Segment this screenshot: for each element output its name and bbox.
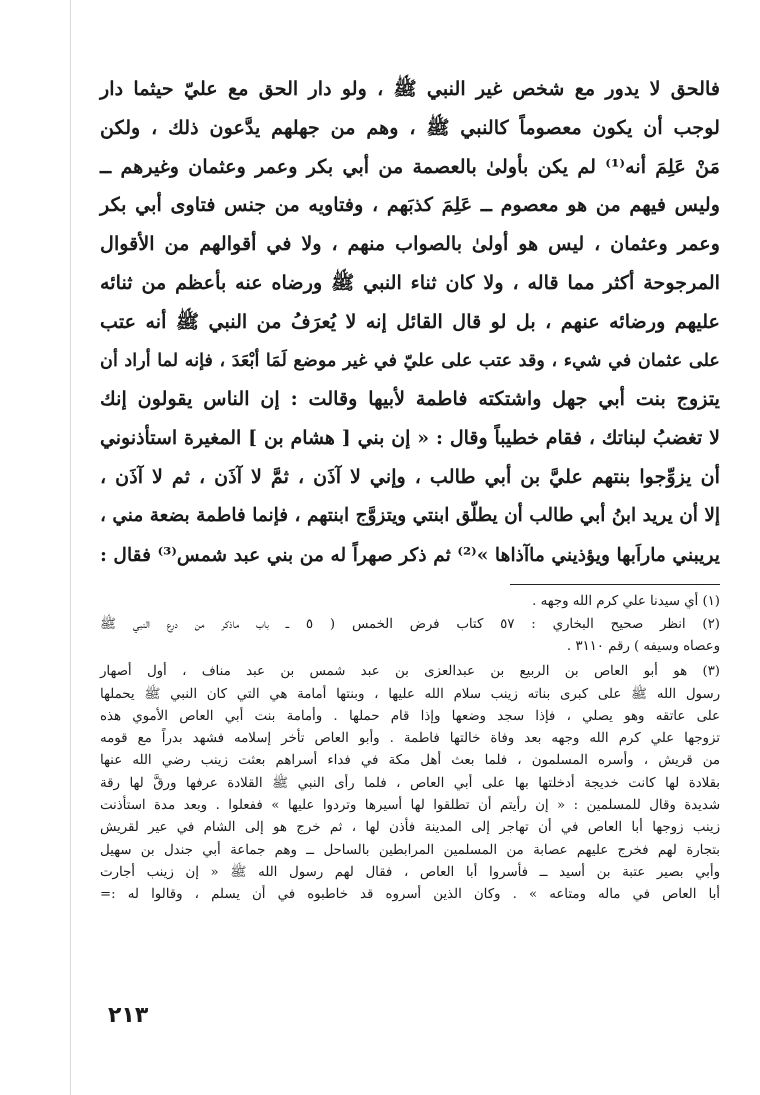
main-text-line: يتزوج بنت أبي جهل واشتكته فاطمة لأبيها وقالت : إن الناس يقولون إنك [100,387,720,411]
footnote-line: بتجارة لهم فخرج عليهم عصابة من المسلمين المرابطين بالساحل ــ وهم جماعة أبي جندل بن سهيل [100,842,720,858]
main-text-line: لا تغضبُ لبناتك ، فقام خطيباً وقال : « إن بني [ هشام بن ] المغيرة استأذنوني [100,427,720,450]
main-text-line: على عثمان في شيء ، وقد عتب على عليّ في غير موضع لَمَا أبْعَدَ ، فإنه لما أراد أن [100,349,720,371]
page-content [100,70,720,907]
main-text-line: مَنْ عَلِمَ أنه⁽¹⁾ لم يكن بأولىٰ بالعصمة من أبي بكر وعمر وعثمان وغيرهم ــ [100,154,720,178]
footnote-line: تزوجها علي كرم الله وجهه بعد وفاة خالتها فاطمة . وأبو العاص تأخر إسلامه فشهد بدراً مع قومه [100,731,720,747]
footnote-line: (١) أي سيدنا علي كرم الله وجهه . [532,594,720,610]
main-text-line: فالحق لا يدور مع شخص غير النبي ﷺ ، ولو دار الحق مع عليّ حيثما دار [100,77,720,100]
footnote-line: شديدة وقال للمسلمين : « إن رأيتم أن تطلقوا لها أسيرها وتردوا عليها » ففعلوا . وبعد مدة استأذنت [100,798,720,814]
main-text-line: يريبني ماراَبها ويؤذيني ماآذاها »⁽²⁾ ثم ذكر صهراً له من بني عبد شمس⁽³⁾ فقال : [100,543,720,566]
main-text-line: وعمر وعثمان ، ليس هو أولىٰ بالصواب منهم ، ولا في أقوالهم من الأقوال [100,232,720,256]
main-text [100,70,720,574]
footnotes [100,591,720,906]
footnote-line: أبا العاص في ماله ومتاعه » . وكان الذين أسروه قد خاطبوه في أن يسلم ، وقالوا له := [100,887,720,903]
footnote-line: بقلادة لها كانت خديجة أدخلتها بها على أبي العاص ، فلما رأى النبي ﷺ القلادة عرفها ورقَّ لها رقة [100,775,720,791]
footnote-line: (٣) هو أبو العاص بن الربيع بن عبدالعزى بن عبد شمس بن عبد مناف ، أول أصهار [100,664,720,680]
main-text-line: أن يزوِّجوا بنتهم عليَّ بن أبي طالب ، وإني لا آذَن ، ثمَّ لا آذَن ، ثم لا آذَن ، [100,464,720,488]
main-text-line: وليس فيهم من هو معصوم ــ عَلِمَ كذبَهم ، وفتاويه من جنس فتاوى أبي بكر [100,193,720,217]
footnote-line: رسول الله ﷺ على كبرى بناته زينب سلام الله عليها ، وبنتها أمامة هي التي كان النبي ﷺ يحملها [100,686,720,702]
footnote-line: (٢) انظر صحيح البخاري : ٥٧ كتاب فرض الخمس ( ٥ ــ باب ماذكر من درع النبي ﷺ [100,616,720,632]
footnote-line: من قريش ، وأسره المسلمون ، فلما بعث أهل مكة في فداء أسراهم بعثت زينب رضي الله عنها [100,753,720,769]
footnote-2 [100,614,720,659]
footnote-line: وأبي بصير عتبة بن أسيد ــ فأسروا أبا العاص ، فقال لهم رسول الله ﷺ « إن زينب أجارت [100,864,720,880]
footnote-line: على عاتقه وهو يصلي ، فإذا سجد وضعها وإذا قام حملها . وأمامة بنت أبي العاص الأموي هذه [100,708,720,724]
footnote-line: زينب زوجها أبا العاص في أن تهاجر إلى المدينة فأذن لها ، ثم خرج هو إلى الشام في عير لقريش [100,820,720,836]
main-text-line: لوجب أن يكون معصوماً كالنبي ﷺ ، وهم من جهلهم يدَّعون ذلك ، ولكن [100,115,720,139]
footnote-divider [510,584,720,585]
footnote-1 [100,591,720,613]
main-text-line: المرجوحة أكثر مما قاله ، ولا كان ثناء النبي ﷺ ورضاه عنه بأعظم من ثنائه [100,270,720,294]
page-number: ٢١٣ [108,1003,149,1028]
main-text-line: إلا أن يريد ابنُ أبي طالب أن يطلّق ابنتي ويتزوَّج ابنتهم ، فإنما فاطمة بضعة مني ، [100,504,720,526]
footnote-line: وعصاه وسيفه ) رقم ٣١١٠ . [566,638,720,654]
footnote-3 [100,661,720,906]
page-fold-edge [70,0,71,1095]
main-text-line: عليهم ورضائه عنهم ، بل لو قال القائل إنه لا يُعرَفُ من النبي ﷺ أنه عتب [100,309,720,333]
